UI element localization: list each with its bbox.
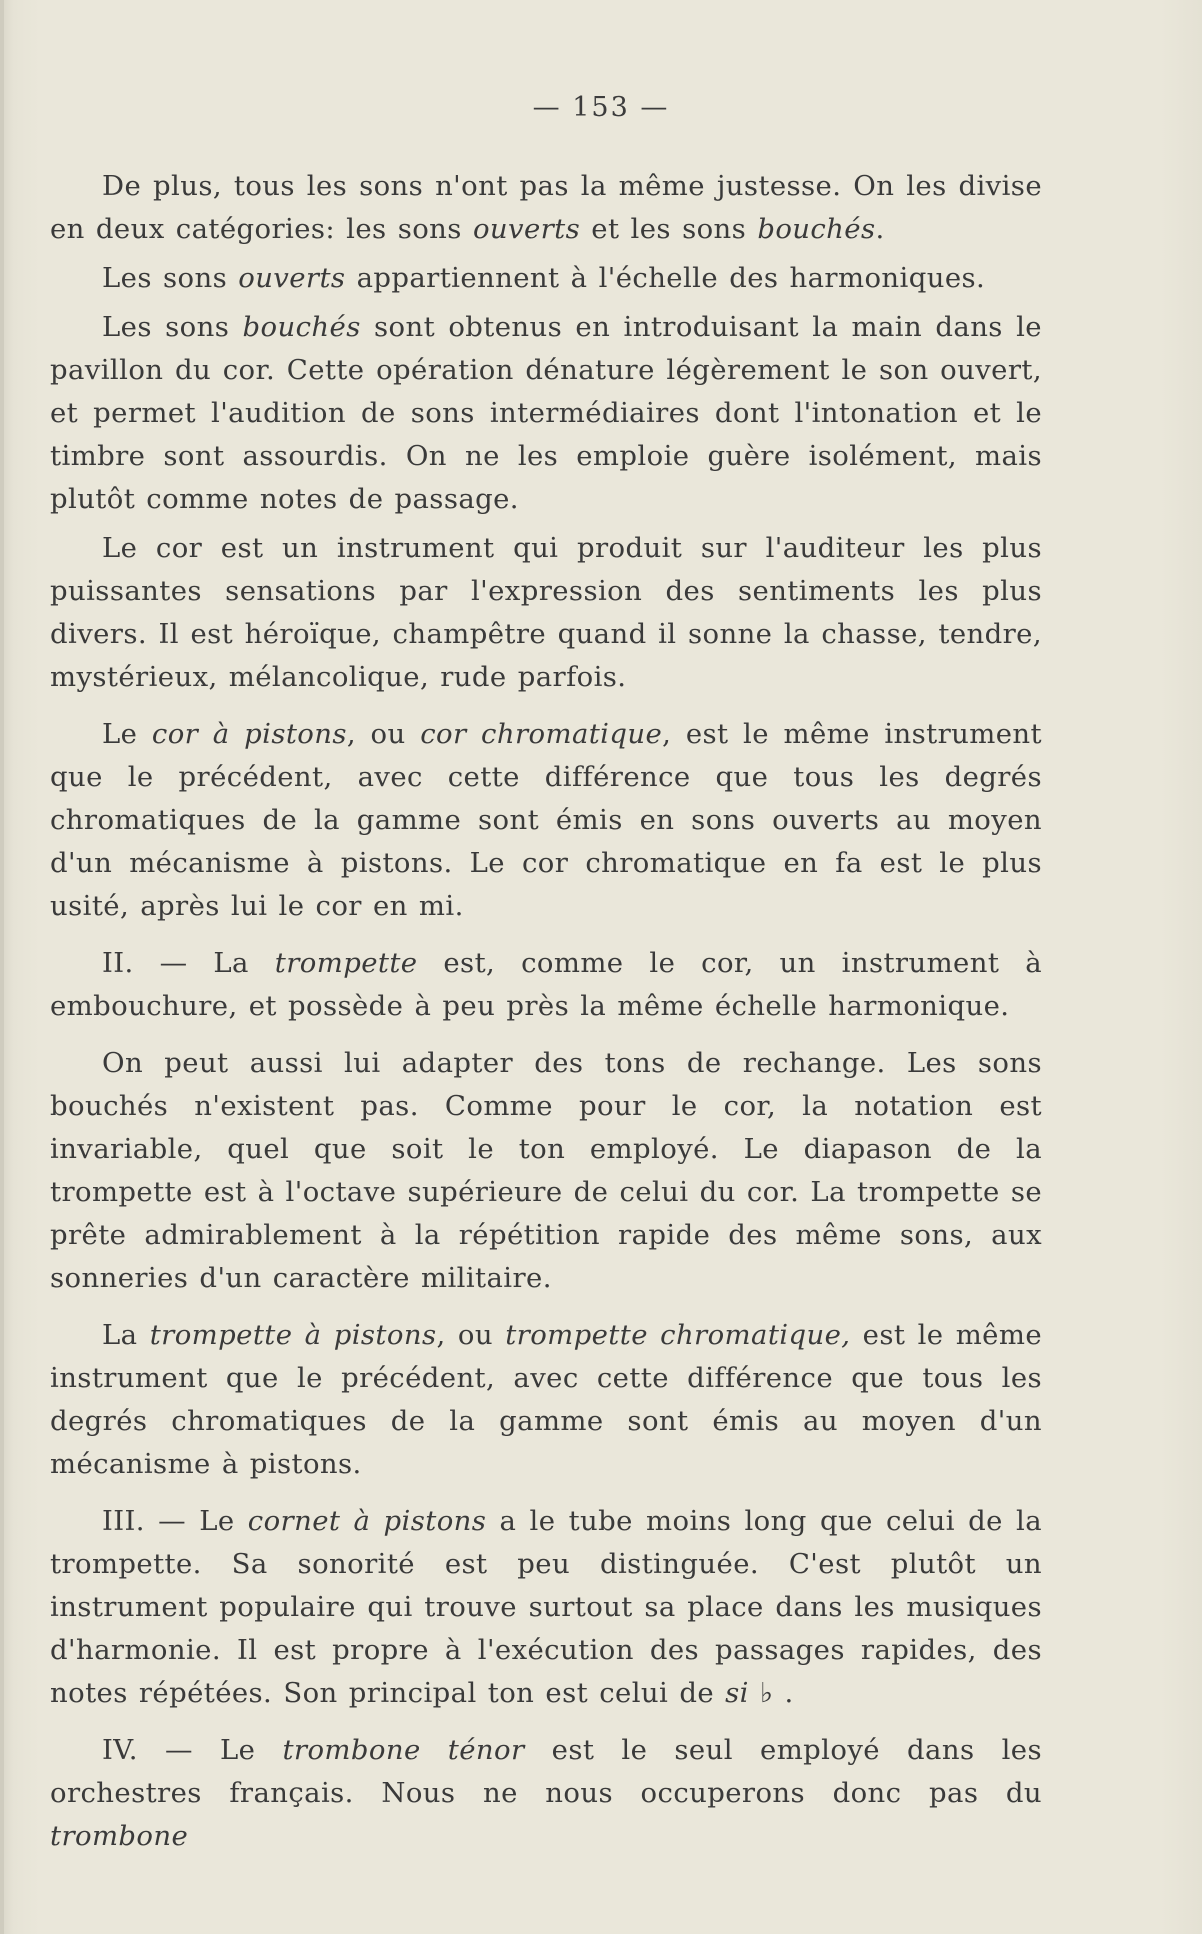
- italic-term: cor chromatique: [420, 718, 663, 750]
- italic-term: bouchés: [242, 311, 361, 343]
- text-run: Le: [102, 718, 152, 750]
- paragraph-sons-bouches: [50, 306, 1042, 521]
- paragraph-sons-ouverts: [50, 257, 1042, 300]
- body-text: [50, 165, 1042, 1872]
- italic-term: ouverts: [472, 213, 581, 245]
- italic-term: cornet à pistons: [247, 1505, 487, 1537]
- paragraph-tons-de-rechange: [50, 1042, 1042, 1300]
- italic-term: ouverts: [238, 262, 346, 294]
- text-run: III. — Le: [102, 1505, 248, 1537]
- text-run: Les sons: [102, 311, 243, 343]
- page-edge-shadow: [0, 0, 4, 1934]
- text-run: est le seul employé dans les orchestres français. Nous ne nous occuperons donc pas du: [50, 1734, 1042, 1809]
- text-run: , ou: [346, 718, 421, 750]
- text-run: appartiennent à l'échelle des harmoniques.: [345, 262, 986, 294]
- paragraph-trompette: [50, 942, 1042, 1028]
- text-run: IV. — Le: [102, 1734, 283, 1766]
- italic-term: si: [725, 1677, 749, 1709]
- text-run: , est le même instrument que le précédent, avec cette différence que tous les degrés chromatiques de la gamme sont émis en sons ouverts au moyen d'un mécanisme à pistons. Le cor chromatique en fa est le plus usité, après lui le cor en mi.: [50, 718, 1042, 922]
- text-run: .: [875, 213, 885, 245]
- text-run: On peut aussi lui adapter des tons de rechange. Les sons bouchés n'existent pas. Comme pour le cor, la notation est invariable, quel que soit le ton employé. Le diapason de la trompette est à l'octave supérieure de celui du cor. La trompette se prête admirablement à la répétition rapide des même sons, aux sonneries d'un caractère militaire.: [50, 1047, 1043, 1294]
- paragraph-justesse: [50, 165, 1042, 251]
- text-run: est, comme le cor, un instrument à embouchure, et possède à peu près la même échelle harmonique.: [50, 947, 1043, 1022]
- text-run: a le tube moins long que celui de la trompette. Sa sonorité est peu distinguée. C'est plutôt un instrument populaire qui trouve surtout sa place dans les musiques d'harmonie. Il est propre à l'exécution des passages rapides, des notes répétées. Son principal ton est celui de: [50, 1505, 1043, 1709]
- text-run: et les sons: [580, 213, 758, 245]
- text-run: , ou: [436, 1319, 506, 1351]
- italic-term: trompette à pistons: [149, 1319, 437, 1351]
- italic-term: trombone: [50, 1820, 189, 1852]
- italic-term: trombone ténor: [282, 1734, 525, 1766]
- paragraph-cor-sensations: [50, 527, 1042, 699]
- page-number: — 153 —: [532, 92, 670, 123]
- italic-term: trompette chromatique,: [505, 1319, 851, 1351]
- text-run: sont obtenus en introduisant la main dans le pavillon du cor. Cette opération dénature légèrement le son ouvert, et permet l'audition de sons intermédiaires dont l'intonation et le timbre sont assourdis. On ne les emploie guère isolément, mais plutôt comme notes de passage.: [50, 311, 1042, 515]
- text-run: La: [102, 1319, 150, 1351]
- italic-term: cor à pistons: [151, 718, 347, 750]
- text-run: est le même instrument que le précédent, avec cette différence que tous les degrés chromatiques de la gamme sont émis au moyen d'un mécanisme à pistons.: [50, 1319, 1043, 1480]
- italic-term: bouchés: [757, 213, 876, 245]
- paragraph-cor-a-pistons: [50, 713, 1042, 928]
- paragraph-cornet-a-pistons: [50, 1500, 1042, 1715]
- text-run: ♭ .: [748, 1677, 794, 1709]
- text-run: II. — La: [102, 947, 275, 979]
- paragraph-trompette-a-pistons: [50, 1314, 1042, 1486]
- text-run: Le cor est un instrument qui produit sur l'auditeur les plus puissantes sensations par l'expression des sentiments les plus divers. Il est héroïque, champêtre quand il sonne la chasse, tendre, mystérieux, mélancolique, rude parfois.: [50, 532, 1042, 693]
- paragraph-trombone: [50, 1729, 1042, 1858]
- italic-term: trompette: [274, 947, 418, 979]
- text-run: De plus, tous les sons n'ont pas la même justesse. On les divise en deux catégories: les sons: [50, 170, 1042, 245]
- text-run: Les sons: [102, 262, 239, 294]
